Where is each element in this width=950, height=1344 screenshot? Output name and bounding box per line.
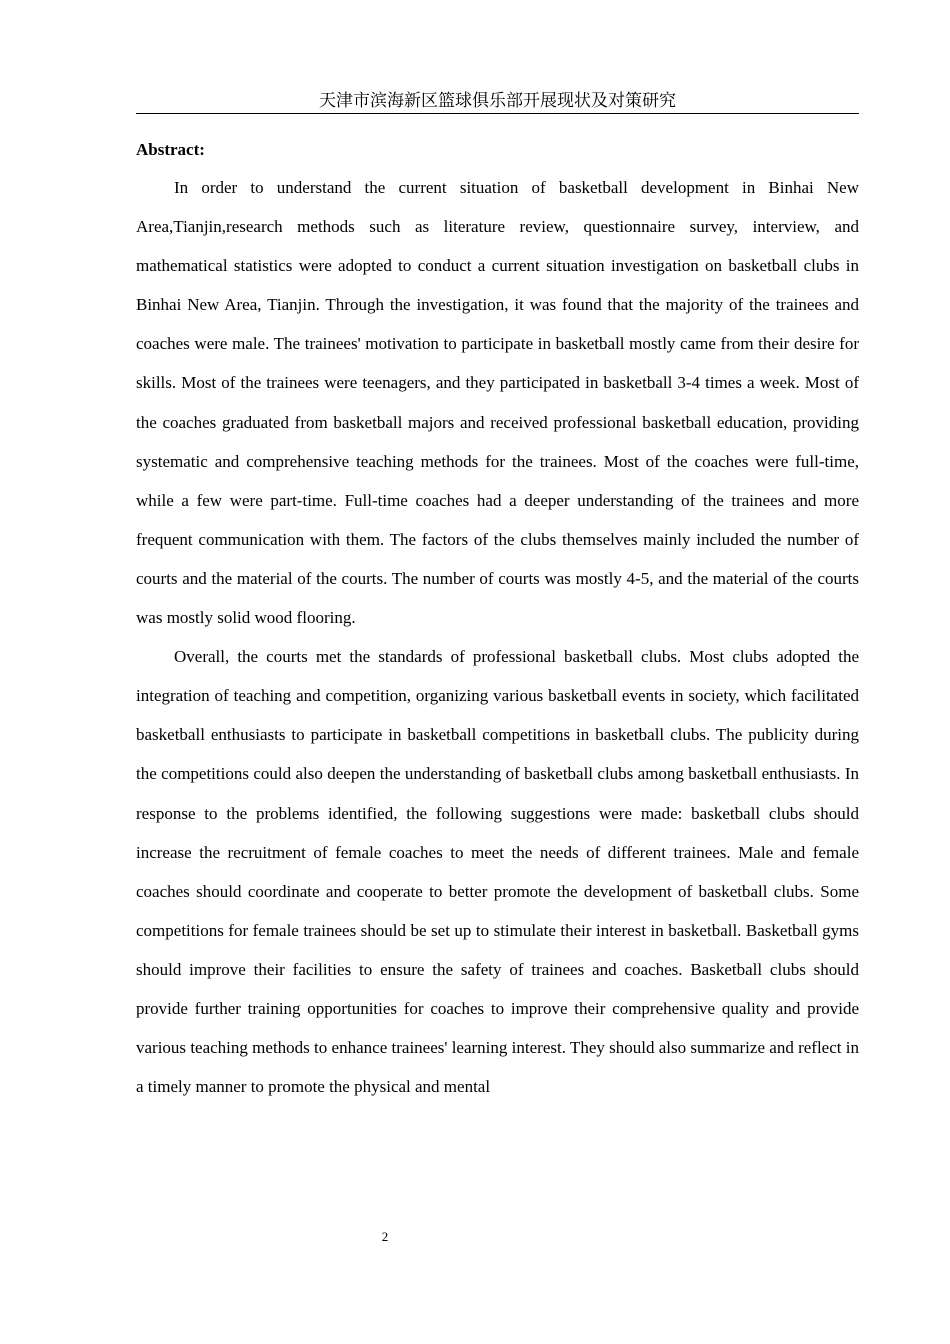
abstract-section (136, 136, 859, 1106)
page-number: 2 (381, 1229, 389, 1244)
abstract-heading: Abstract: (136, 140, 205, 159)
abstract-paragraph-1: In order to understand the current situation of basketball development in Binhai New Area,Tianjin,research methods such as literature review, questionnaire survey, interview, and mathematical statistics were adopted to conduct a current situation investigation on basketball clubs in Binhai New Area, Tianjin. Through the investigation, it was found that the majority of the trainees and coaches were male. The trainees' motivation to participate in basketball mostly came from their desire for skills. Most of the trainees were teenagers, and they participated in basketball 3-4 times a week. Most of the coaches graduated from basketball majors and received professional basketball education, providing systematic and comprehensive teaching methods for the trainees. Most of the coaches were full-time, while a few were part-time. Full-time coaches had a deeper understanding of the trainees and more frequent communication with them. The factors of the clubs themselves mainly included the number of courts and the material of the courts. The number of courts was mostly 4-5, and the material of the courts was mostly solid wood flooring. (136, 178, 859, 628)
running-header-title: 天津市滨海新区篮球俱乐部开展现状及对策研究 (136, 90, 859, 114)
abstract-paragraph-2: Overall, the courts met the standards of professional basketball clubs. Most clubs adopted the integration of teaching and competition, organizing various basketball events in society, which facilitated basketball enthusiasts to participate in basketball competitions in basketball clubs. The publicity during the competitions could also deepen the understanding of basketball clubs among basketball enthusiasts. In response to the problems identified, the following suggestions were made: basketball clubs should increase the recruitment of female coaches to meet the needs of different trainees. Male and female coaches should coordinate and cooperate to better promote the development of basketball clubs. Some competitions for female trainees should be set up to stimulate their interest in basketball. Basketball gyms should improve their facilities to ensure the safety of trainees and coaches. Basketball clubs should provide further training opportunities for coaches to improve their comprehensive quality and provide various teaching methods to enhance trainees' learning interest. They should also summarize and reflect in a timely manner to promote the physical and mental (136, 647, 859, 1097)
